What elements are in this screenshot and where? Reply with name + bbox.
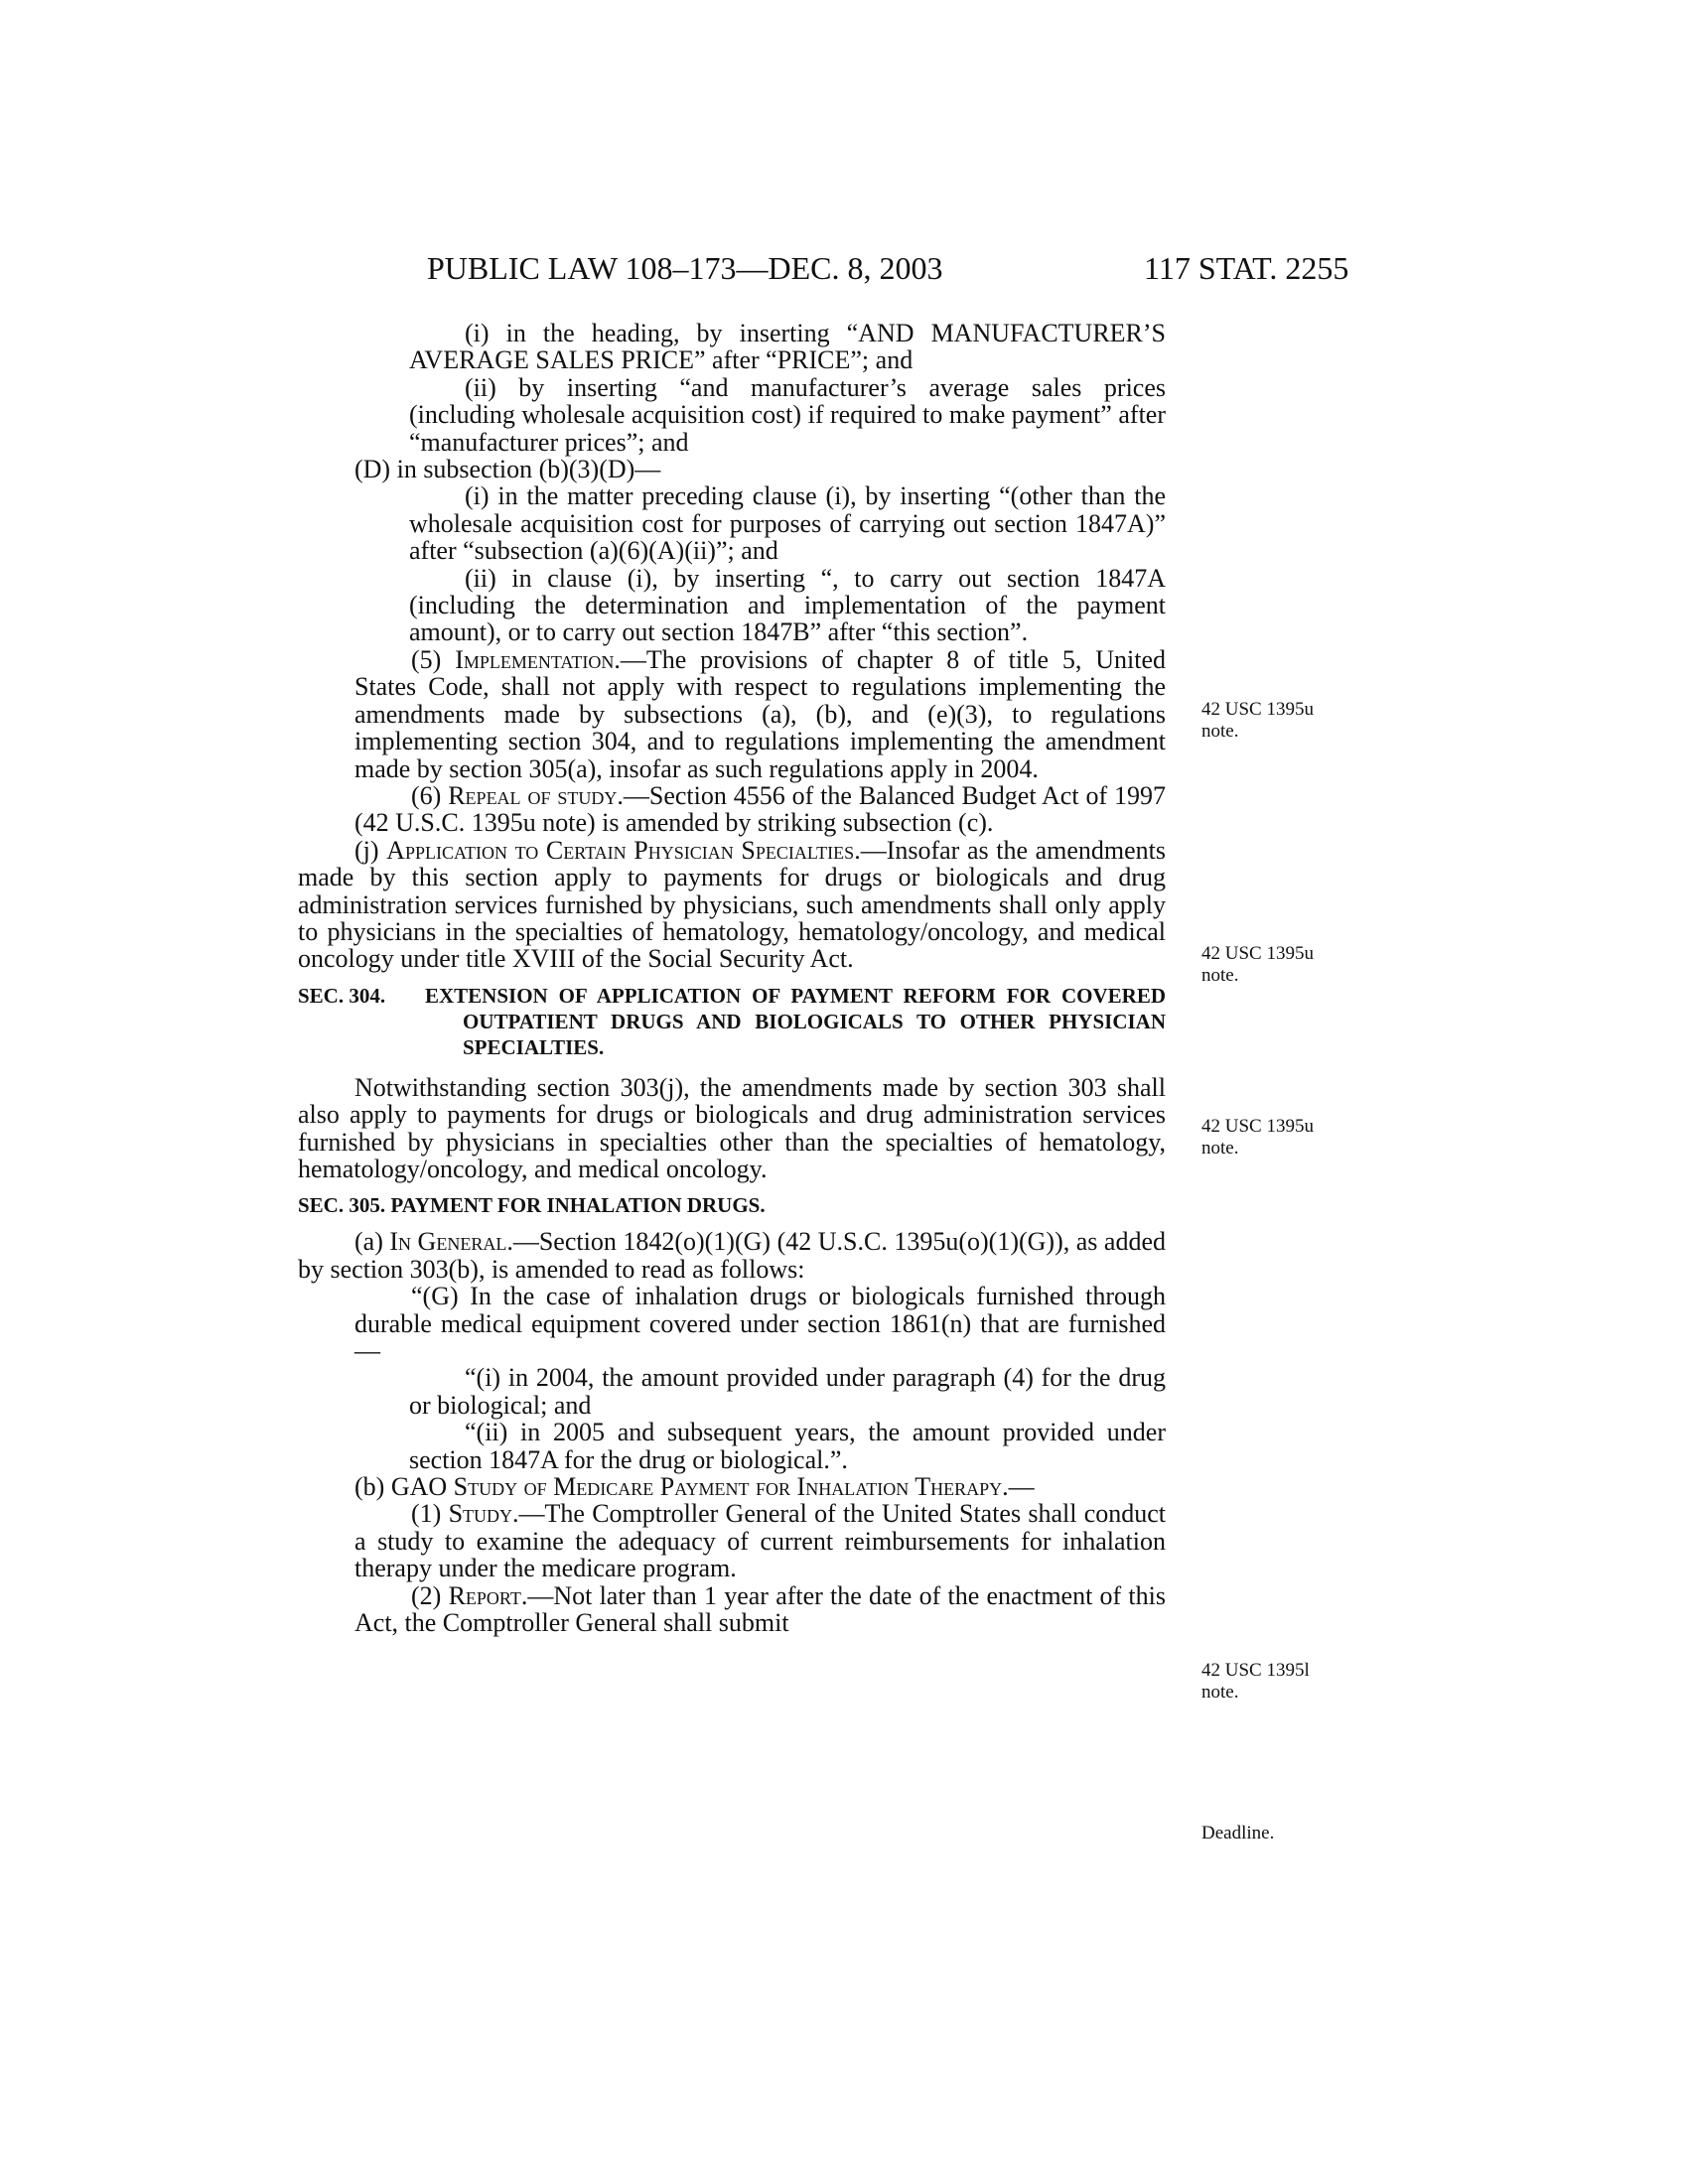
section-305-heading: SEC. 305. PAYMENT FOR INHALATION DRUGS. [298, 1193, 766, 1218]
paragraph-report-text: .—Not later than 1 year after the date of the enactment of this Act, the Comptroller General shall submit [354, 1580, 1166, 1638]
subsection-b-heading: GAO Study of Medicare Payment for Inhalation Therapy [390, 1472, 1003, 1502]
section-304-heading [298, 983, 1166, 1060]
margin-note-2-line2: note. [1201, 965, 1239, 986]
running-header-left: PUBLIC LAW 108–173—DEC. 8, 2003 [427, 250, 943, 286]
paragraph-study-number: (1) [411, 1499, 442, 1529]
quoted-clause-i: “(i) in 2004, the amount provided under paragraph (4) for the drug or biological; and [409, 1363, 1166, 1420]
paragraph-5 [298, 646, 1166, 782]
margin-note-1-line2: note. [1201, 721, 1239, 742]
paragraph-5-text: .—The provisions of chapter 8 of title 5, United States Code, shall not apply with respect to regulations implementing the amendments made by subsections (a), (b), and (e)(3), to regulations implementing section 304, and to regulations implementing the amendment made by section 305(a), insofar as such regulations apply in 2004. [354, 644, 1167, 783]
clause-c-i: (i) in the heading, by inserting “AND MANUFACTURER’S AVERAGE SALES PRICE” after “PRICE”; and [409, 319, 1166, 375]
subsection-j-text: .—Insofar as the amendments made by this section apply to payments for drugs or biologicals and drug administration services furnished by physicians, such amendments shall only apply to physicians in the specialties of hematology, hematology/oncology, and medical oncology under title XVIII of the Social Security Act. [298, 835, 1167, 974]
paragraph-6-number: (6) [411, 780, 442, 810]
margin-note-3-line2: note. [1201, 1138, 1239, 1159]
section-304-title: EXTENSION OF APPLICATION OF PAYMENT REFORM FOR COVERED OUTPATIENT DRUGS AND BIOLOGICALS TO OTHER PHYSICIAN SPECIALTIES. [425, 983, 1166, 1059]
subsection-j [298, 837, 1166, 973]
margin-note-4 [1201, 1660, 1310, 1704]
clause-d-i: (i) in the matter preceding clause (i), by inserting “(other than the wholesale acquisition cost for purposes of carrying out section 1847A)” after “subsection (a)(6)(A)(ii)”; and [409, 481, 1166, 566]
margin-note-4-line1: 42 USC 1395l [1201, 1660, 1310, 1681]
margin-note-4-line2: note. [1201, 1682, 1239, 1703]
paragraph-study-text: .—The Comptroller General of the United States shall conduct a study to examine the adequacy of current reimbursements for inhalation therapy under the medicare program. [354, 1499, 1166, 1583]
clause-c-ii: (ii) by inserting “and manufacturer’s average sales prices (including wholesale acquisition cost) if required to make payment” after “manufacturer prices”; and [409, 372, 1166, 457]
subsection-b [298, 1473, 1166, 1500]
paragraph-6 [298, 782, 1166, 837]
main-text [298, 320, 1166, 1636]
margin-note-3-line1: 42 USC 1395u [1201, 1116, 1314, 1137]
subsection-j-number: (j) [354, 835, 379, 865]
subsection-b-dash: .— [1002, 1472, 1035, 1502]
section-304-number: SEC. 304. [298, 983, 386, 1008]
paragraph-study [298, 1500, 1166, 1581]
subsection-a-number: (a) [354, 1227, 383, 1257]
margin-note-deadline [1201, 1823, 1274, 1844]
subsection-a-heading: In General [389, 1227, 507, 1257]
paragraph-study-heading: Study [448, 1499, 513, 1529]
section-304-text: Notwithstanding section 303(j), the amendments made by section 303 shall also apply to payments for drugs or biologicals and drug administration services furnished by physicians in specialties other than the specialties of hematology, hematology/oncology, and medical oncology. [298, 1072, 1166, 1183]
subsection-j-heading: Application to Certain Physician Specialties [386, 835, 855, 865]
quoted-clause-ii: “(ii) in 2005 and subsequent years, the amount provided under section 1847A for the drug or biological.”. [409, 1418, 1166, 1474]
margin-note-1 [1201, 699, 1314, 743]
paragraph-6-heading: Repeal of study [448, 780, 618, 810]
page-citation: 117 STAT. 2255 [1144, 250, 1349, 286]
paragraph-report [298, 1582, 1166, 1637]
subsection-a-text: .—Section 1842(o)(1)(G) (42 U.S.C. 1395u(o)(1)(G)), as added by section 303(b), is amended to read as follows: [298, 1227, 1166, 1284]
margin-note-deadline-line1: Deadline. [1201, 1823, 1275, 1843]
paragraph-5-heading: Implementation [455, 644, 615, 674]
paragraph-report-heading: Report [448, 1580, 521, 1610]
margin-note-2-line1: 42 USC 1395u [1201, 943, 1314, 964]
subparagraph-d: (D) in subsection (b)(3)(D)— [354, 455, 661, 484]
subsection-a [298, 1228, 1166, 1283]
margin-note-2 [1201, 943, 1314, 987]
paragraph-6-text: .—Section 4556 of the Balanced Budget Act of 1997 (42 U.S.C. 1395u note) is amended by striking subsection (c). [354, 780, 1166, 838]
clause-d-ii: (ii) in clause (i), by inserting “, to carry out section 1847A (including the determination and implementation of the payment amount), or to carry out section 1847B” after “this section”. [409, 563, 1166, 647]
paragraph-report-number: (2) [411, 1580, 442, 1610]
subsection-b-number: (b) [354, 1472, 385, 1502]
paragraph-5-number: (5) [411, 644, 442, 674]
margin-note-3 [1201, 1116, 1314, 1160]
margin-note-1-line1: 42 USC 1395u [1201, 699, 1314, 720]
quoted-subparagraph-g: “(G) In the case of inhalation drugs or biologicals furnished through durable medical equipment covered under section 1861(n) that are furnished— [354, 1282, 1166, 1365]
